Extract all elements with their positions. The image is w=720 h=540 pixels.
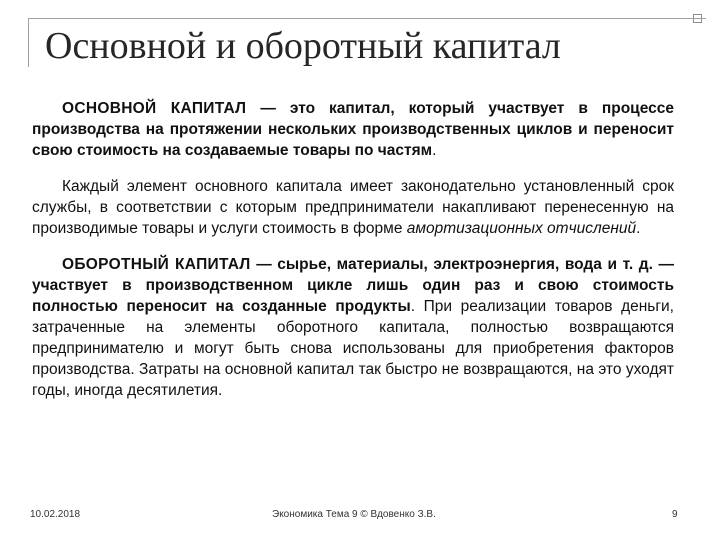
depreciation-end: . bbox=[636, 220, 641, 237]
paragraph-fixed-capital bbox=[32, 98, 674, 161]
footer-author: Экономика Тема 9 © Вдовенко З.В. bbox=[272, 509, 436, 520]
definition-end: . bbox=[432, 142, 437, 159]
paragraph-working-capital bbox=[32, 254, 674, 401]
term-working-capital: ОБОРОТНЫЙ КАПИТАЛ bbox=[62, 256, 251, 273]
footer-page-number: 9 bbox=[672, 509, 678, 520]
depreciation-text: Каждый элемент основного капитала имеет законодательно установленный срок службы, в соответствии с которым предприниматели накапливают перенесенную на производимые товары и услуги стоимость в форме bbox=[32, 178, 674, 237]
depreciation-term: амортизационных отчислений bbox=[406, 220, 637, 237]
working-capital-text: . При реализации товаров деньги, затраченные на элементы оборотного капитала, полностью возвращаются предпринимателю и могут быть снова использованы для приобретения факторов производства. Затраты на основной капитал так быстро не возвращаются, на это уходят годы, иногда десятилетия. bbox=[32, 298, 674, 399]
definition-working-capital: — сырье, материалы, электроэнергия, вода и т. д. — участвует в производственном цикле лишь один раз и свою стоимость полностью переносит на созданные продукты bbox=[32, 256, 674, 315]
slide-content bbox=[32, 98, 674, 401]
footer-date: 10.02.2018 bbox=[30, 509, 81, 520]
slide-title: Основной и оборотный капитал bbox=[45, 25, 561, 67]
term-fixed-capital: ОСНОВНОЙ КАПИТАЛ bbox=[62, 100, 247, 117]
definition-fixed-capital: — это капитал, который участвует в процессе производства на протяжении нескольких производственных циклов и переносит свою стоимость на создаваемые товары по частям bbox=[32, 100, 674, 159]
paragraph-depreciation bbox=[32, 176, 674, 239]
